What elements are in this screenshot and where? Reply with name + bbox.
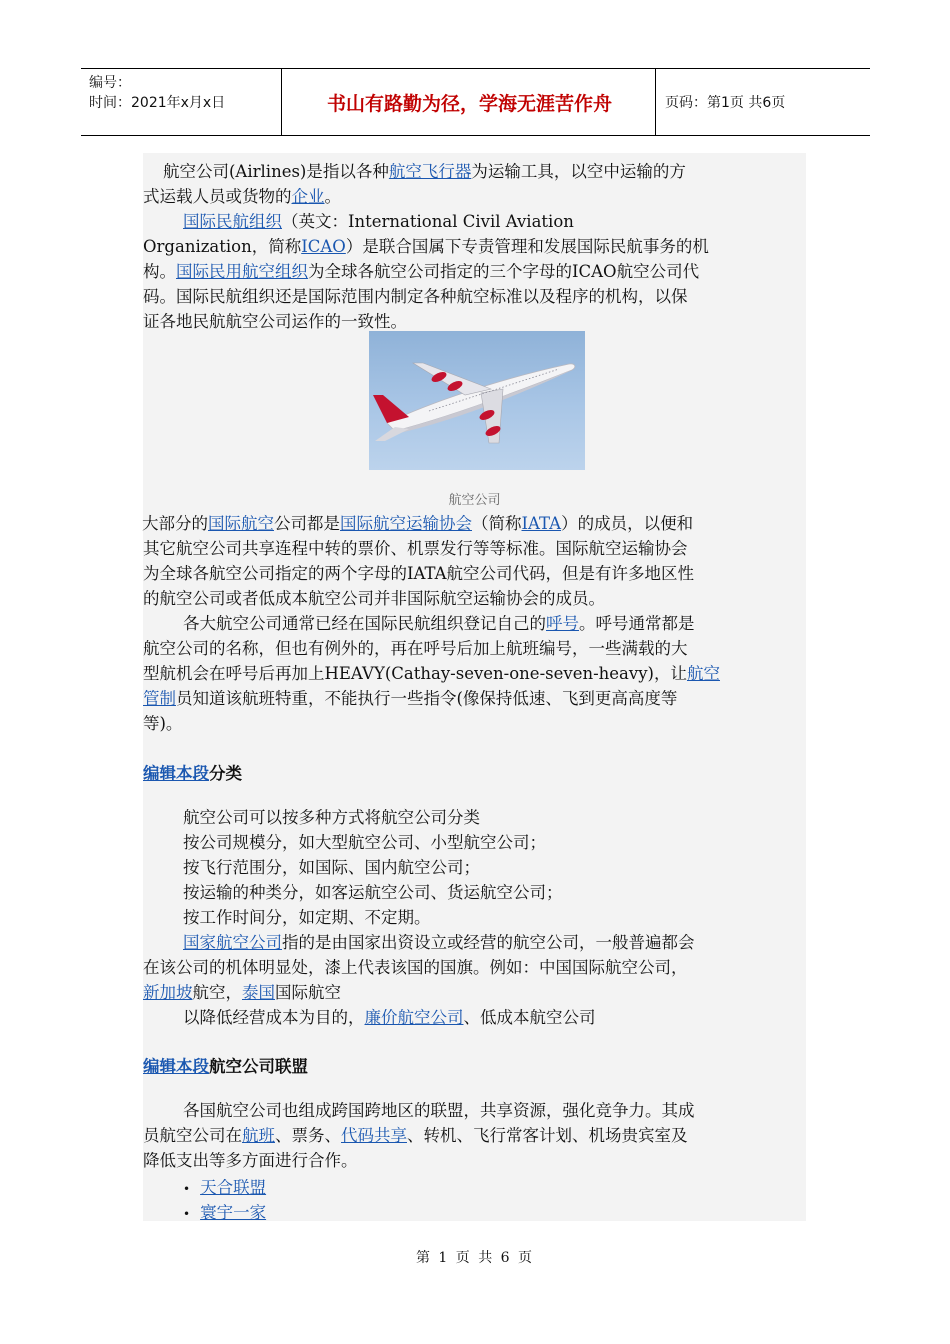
link-iata-assoc[interactable]: 国际航空运输协会 [340,514,472,533]
text: ）是联合国属下专责管理和发展国际民航事务的机 [345,237,709,256]
callsign-paragraph-cont: 等)。 [143,714,183,733]
text: 指的是由国家出资设立或经营的航空公司，一般普遍都会 [282,933,695,952]
classify-line: 按运输的种类分，如客运航空公司、货运航空公司； [183,883,563,902]
intro-paragraph [163,159,826,184]
link-iata[interactable]: IATA [521,514,562,533]
list-item [183,1174,266,1198]
text: 。 [324,187,341,206]
text: 、票务、 [275,1126,341,1145]
link-callsign[interactable]: 呼号 [546,614,579,633]
header-divider [281,69,282,135]
text: 。呼号通常都是 [579,614,695,633]
text: 员知道该航班特重，不能执行一些指令(像保持低速、飞到更高高度等 [176,689,678,708]
national-paragraph-cont [143,980,806,1005]
classify-line: 按工作时间分，如定期、不定期。 [183,908,431,927]
photo-caption: 航空公司 [448,493,501,508]
text: 公司都是 [274,514,340,533]
link-aircraft[interactable]: 航空飞行器 [388,162,472,181]
text: 各大航空公司通常已经在国际民航组织登记自己的 [183,614,546,633]
alliance-paragraph: 各国航空公司也组成跨国跨地区的联盟，共享资源，强化竞争力。其成 [183,1101,695,1120]
link-icao-full[interactable]: 国际民用航空组织 [176,262,308,281]
page-header [81,68,870,136]
link-lowcost-airline[interactable]: 廉价航空公司 [364,1008,464,1027]
section-title: 航空公司联盟 [209,1057,308,1076]
link-intl-aviation[interactable]: 国际航空 [208,514,274,533]
text: 为运输工具，以空中运输的方 [471,162,686,181]
link-national-airline[interactable]: 国家航空公司 [183,933,282,952]
text: 为全球各航空公司指定的三个字母的ICAO航空公司代 [308,262,700,281]
article-body [143,153,806,1221]
link-flight[interactable]: 航班 [242,1126,275,1145]
text: 航空公司(Airlines)是指以各种 [163,162,389,181]
header-number: 编号： [89,75,131,91]
text: Organization，简称 [143,237,302,256]
text: 国际航空 [275,983,341,1002]
callsign-paragraph [183,611,846,636]
link-oneworld[interactable]: 寰宇一家 [200,1203,267,1222]
text: 大部分的 [142,514,208,533]
text: 员航空公司在 [143,1126,242,1145]
section-title: 分类 [209,764,242,783]
list-item [183,1199,266,1223]
header-page-number: 页码：第1页 共6页 [665,95,786,111]
text: 航空， [192,983,242,1002]
iata-paragraph-cont: 为全球各航空公司指定的两个字母的IATA航空公司代码，但是有许多地区性 [143,564,695,583]
iata-paragraph [142,511,805,536]
text: ）的成员，以便和 [561,514,694,533]
lowcost-paragraph [183,1005,846,1030]
icao-paragraph [183,209,846,234]
section-heading-classify [143,760,242,784]
text: 型航机会在呼号后再加上HEAVY(Cathay-seven-one-seven-heavy)，让 [143,664,687,683]
header-time: 时间：2021年x月x日 [89,95,226,111]
text: 构。 [143,262,176,281]
classify-line: 按飞行范围分，如国际、国内航空公司； [183,858,480,877]
header-motto: 书山有路勤为径，学海无涯苦作舟 [326,92,612,115]
national-paragraph [183,930,846,955]
link-icao-org[interactable]: 国际民航组织 [183,212,282,231]
text: 、转机、飞行常客计划、机场贵宾室及 [407,1126,688,1145]
header-meta [89,73,225,113]
icao-paragraph-cont [143,234,806,259]
intro-paragraph-cont [143,184,806,209]
text: 、低成本航空公司 [463,1008,596,1027]
airplane-icon [369,331,585,470]
text: （简称 [472,514,522,533]
link-codeshare[interactable]: 代码共享 [341,1126,407,1145]
text: （英文：International Civil Aviation [282,212,574,231]
header-divider [655,69,656,135]
link-skyteam[interactable]: 天合联盟 [200,1178,267,1197]
icao-paragraph-cont: 码。国际民航组织还是国际范围内制定各种航空标准以及程序的机构，以保 [143,287,688,306]
link-singapore[interactable]: 新加坡 [143,983,193,1002]
national-paragraph-cont: 在该公司的机体明显处，漆上代表该国的国旗。例如：中国国际航空公司， [143,958,688,977]
airplane-photo [369,331,585,470]
classify-line: 按公司规模分，如大型航空公司、小型航空公司； [183,833,546,852]
iata-paragraph-cont: 其它航空公司共享连程中转的票价、机票发行等等标准。国际航空运输协会 [143,539,688,558]
text: 以降低经营成本为目的， [183,1008,365,1027]
link-atc[interactable]: 航空 [686,664,720,683]
link-thailand[interactable]: 泰国 [242,983,275,1002]
icao-paragraph-cont: 证各地民航航空公司运作的一致性。 [143,312,407,331]
link-atc-cont[interactable]: 管制 [143,689,176,708]
page-footer: 第 1 页 共 6 页 [415,1250,535,1266]
alliance-paragraph-cont [143,1123,806,1148]
callsign-paragraph-cont [143,661,806,686]
callsign-paragraph-cont [143,686,806,711]
link-enterprise[interactable]: 企业 [291,187,325,206]
iata-paragraph-cont: 的航空公司或者低成本航空公司并非国际航空运输协会的成员。 [143,589,605,608]
text: 式运载人员或货物的 [143,187,292,206]
edit-section-link[interactable]: 编辑本段 [143,1057,209,1076]
bullet-icon: • [183,1207,191,1221]
icao-paragraph-cont [143,259,806,284]
classify-line: 航空公司可以按多种方式将航空公司分类 [183,808,480,827]
bullet-icon: • [183,1182,191,1196]
section-heading-alliance [143,1053,308,1077]
link-icao[interactable]: ICAO [301,237,346,256]
edit-section-link[interactable]: 编辑本段 [143,764,209,783]
alliance-paragraph-cont: 降低支出等多方面进行合作。 [143,1151,358,1170]
callsign-paragraph-cont: 航空公司的名称，但也有例外的，再在呼号后加上航班编号，一些满载的大 [143,639,688,658]
